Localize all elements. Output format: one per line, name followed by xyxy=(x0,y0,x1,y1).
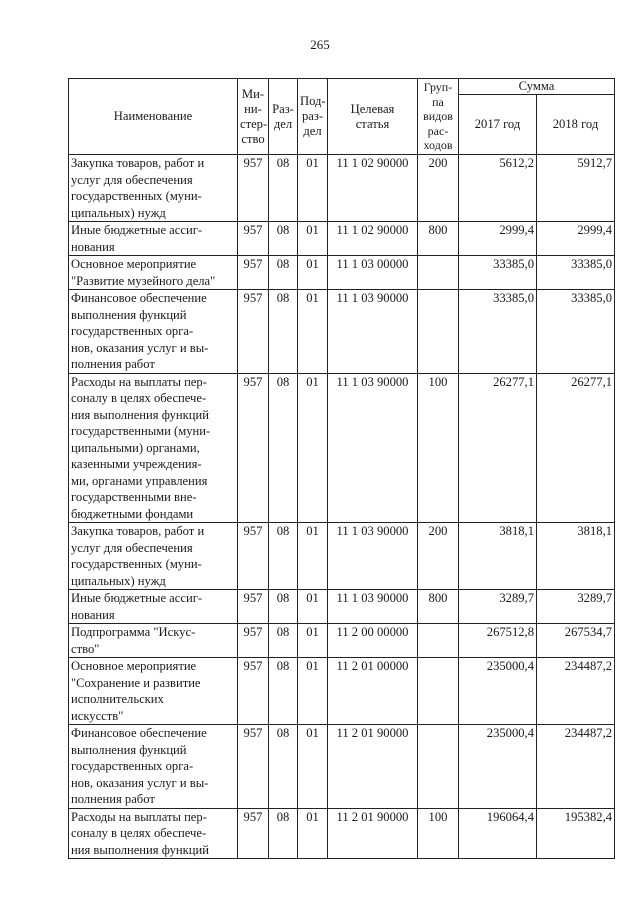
row-group: 800 xyxy=(418,590,459,624)
row-value-2018: 234487,2 xyxy=(537,725,615,809)
row-value-2017: 3818,1 xyxy=(459,523,537,590)
row-group: 100 xyxy=(418,808,459,859)
row-name: Основное мероприятие "Сохранение и развитие исполнительских искусств" xyxy=(69,658,238,725)
row-name: Иные бюджетные ассиг- нования xyxy=(69,590,238,624)
header-name: Наименование xyxy=(69,79,238,155)
page-number: 265 xyxy=(310,37,330,52)
row-subsection: 01 xyxy=(298,725,328,809)
row-value-2018: 33385,0 xyxy=(537,290,615,374)
row-section: 08 xyxy=(269,624,298,658)
row-ministry: 957 xyxy=(238,590,269,624)
row-section: 08 xyxy=(269,590,298,624)
row-name: Расходы на выплаты пер- соналу в целях обеспече- ния выполнения функций государственными (муни- ципальными) органами, казенными учреждения- ми, органами управления государственными вне- бюджетными фондами xyxy=(69,373,238,523)
header-group: Груп- па видов рас- ходов xyxy=(418,79,459,155)
row-subsection: 01 xyxy=(298,624,328,658)
row-subsection: 01 xyxy=(298,590,328,624)
table-row xyxy=(69,725,615,809)
row-value-2018: 3289,7 xyxy=(537,590,615,624)
row-target: 11 1 03 90000 xyxy=(328,590,418,624)
row-target: 11 1 03 00000 xyxy=(328,256,418,290)
row-subsection: 01 xyxy=(298,658,328,725)
row-group xyxy=(418,658,459,725)
row-section: 08 xyxy=(269,373,298,523)
row-target: 11 1 03 90000 xyxy=(328,523,418,590)
row-subsection: 01 xyxy=(298,155,328,222)
row-value-2017: 5612,2 xyxy=(459,155,537,222)
row-section: 08 xyxy=(269,808,298,859)
table-body xyxy=(69,155,615,859)
header-target: Целевая статья xyxy=(328,79,418,155)
table-row xyxy=(69,523,615,590)
table-row xyxy=(69,624,615,658)
row-ministry: 957 xyxy=(238,155,269,222)
row-ministry: 957 xyxy=(238,256,269,290)
row-subsection: 01 xyxy=(298,808,328,859)
table-row xyxy=(69,256,615,290)
row-group xyxy=(418,290,459,374)
row-target: 11 2 01 90000 xyxy=(328,725,418,809)
row-value-2018: 267534,7 xyxy=(537,624,615,658)
row-value-2017: 3289,7 xyxy=(459,590,537,624)
row-value-2018: 33385,0 xyxy=(537,256,615,290)
table-row xyxy=(69,222,615,256)
row-name: Подпрограмма "Искус- ство" xyxy=(69,624,238,658)
row-group xyxy=(418,725,459,809)
row-section: 08 xyxy=(269,725,298,809)
table-row xyxy=(69,590,615,624)
row-ministry: 957 xyxy=(238,373,269,523)
row-target: 11 1 03 90000 xyxy=(328,290,418,374)
row-name: Иные бюджетные ассиг- нования xyxy=(69,222,238,256)
row-subsection: 01 xyxy=(298,290,328,374)
row-subsection: 01 xyxy=(298,523,328,590)
row-ministry: 957 xyxy=(238,808,269,859)
row-name: Финансовое обеспечение выполнения функций государственных орга- нов, оказания услуг и вы- полнения работ xyxy=(69,725,238,809)
row-target: 11 1 02 90000 xyxy=(328,155,418,222)
table-row xyxy=(69,808,615,859)
row-ministry: 957 xyxy=(238,290,269,374)
header-2017: 2017 год xyxy=(459,95,537,155)
row-value-2018: 3818,1 xyxy=(537,523,615,590)
row-ministry: 957 xyxy=(238,624,269,658)
header-sum: Сумма xyxy=(459,79,615,95)
table-header xyxy=(69,79,615,155)
header-2018: 2018 год xyxy=(537,95,615,155)
row-target: 11 1 02 90000 xyxy=(328,222,418,256)
row-name: Расходы на выплаты пер- соналу в целях обеспече- ния выполнения функций xyxy=(69,808,238,859)
row-value-2018: 2999,4 xyxy=(537,222,615,256)
header-section: Раз- дел xyxy=(269,79,298,155)
table-row xyxy=(69,373,615,523)
row-ministry: 957 xyxy=(238,725,269,809)
header-subsection: Под- раз- дел xyxy=(298,79,328,155)
row-group xyxy=(418,256,459,290)
row-value-2017: 33385,0 xyxy=(459,290,537,374)
row-target: 11 1 03 90000 xyxy=(328,373,418,523)
row-section: 08 xyxy=(269,290,298,374)
row-value-2017: 196064,4 xyxy=(459,808,537,859)
row-target: 11 2 01 90000 xyxy=(328,808,418,859)
row-subsection: 01 xyxy=(298,256,328,290)
row-section: 08 xyxy=(269,222,298,256)
table-row xyxy=(69,658,615,725)
row-name: Финансовое обеспечение выполнения функций государственных орга- нов, оказания услуг и вы- полнения работ xyxy=(69,290,238,374)
table-row xyxy=(69,290,615,374)
row-ministry: 957 xyxy=(238,523,269,590)
row-ministry: 957 xyxy=(238,658,269,725)
row-value-2017: 33385,0 xyxy=(459,256,537,290)
row-value-2018: 26277,1 xyxy=(537,373,615,523)
row-value-2017: 235000,4 xyxy=(459,725,537,809)
table-row xyxy=(69,155,615,222)
row-value-2017: 267512,8 xyxy=(459,624,537,658)
row-value-2017: 2999,4 xyxy=(459,222,537,256)
row-section: 08 xyxy=(269,256,298,290)
row-subsection: 01 xyxy=(298,373,328,523)
row-value-2018: 5912,7 xyxy=(537,155,615,222)
row-value-2017: 26277,1 xyxy=(459,373,537,523)
row-group: 200 xyxy=(418,523,459,590)
row-ministry: 957 xyxy=(238,222,269,256)
row-group: 800 xyxy=(418,222,459,256)
row-value-2018: 234487,2 xyxy=(537,658,615,725)
row-name: Закупка товаров, работ и услуг для обеспечения государственных (муни- ципальных) нужд xyxy=(69,523,238,590)
row-group: 200 xyxy=(418,155,459,222)
row-name: Закупка товаров, работ и услуг для обеспечения государственных (муни- ципальных) нужд xyxy=(69,155,238,222)
row-value-2017: 235000,4 xyxy=(459,658,537,725)
row-group: 100 xyxy=(418,373,459,523)
row-section: 08 xyxy=(269,155,298,222)
budget-table xyxy=(68,78,615,859)
row-target: 11 2 01 00000 xyxy=(328,658,418,725)
row-subsection: 01 xyxy=(298,222,328,256)
header-ministry: Ми- ни- стер- ство xyxy=(238,79,269,155)
row-section: 08 xyxy=(269,658,298,725)
row-name: Основное мероприятие "Развитие музейного дела" xyxy=(69,256,238,290)
row-target: 11 2 00 00000 xyxy=(328,624,418,658)
row-value-2018: 195382,4 xyxy=(537,808,615,859)
row-group xyxy=(418,624,459,658)
row-section: 08 xyxy=(269,523,298,590)
